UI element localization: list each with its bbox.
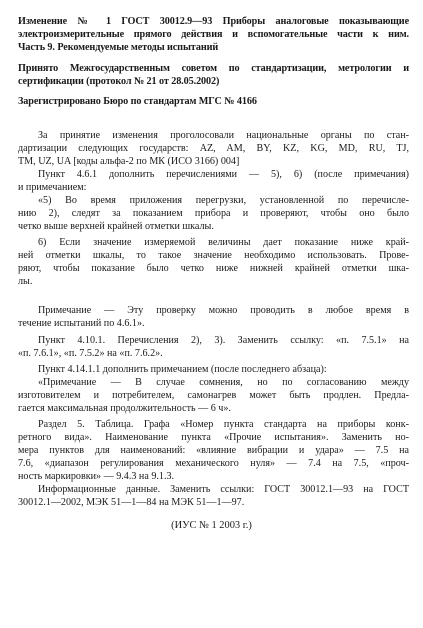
body-line: Пункт 4.14.1.1 дополнить примечанием (после последнего абзаца): — [38, 364, 327, 375]
body-line: За принятие изменения проголосовали национальные органы по стан- — [38, 130, 409, 141]
body-line: Пункт 4.6.1 дополнить перечислениями — 5), 6) (после примечания) — [38, 169, 409, 180]
adopted-line-2: сертификации (протокол № 21 от 28.05.2002) — [18, 76, 220, 87]
body-line: ряют, чтобы показание было четко ниже нижней крайней отметки шка- — [18, 263, 409, 274]
body-line: лы. — [18, 276, 33, 287]
body-line: Раздел 5. Таблица. Графа «Номер пункта стандарта на приборы конк- — [38, 419, 409, 430]
body-line: гается максимальная продолжительность — 6 ч». — [18, 403, 231, 414]
body-line: и примечанием: — [18, 182, 87, 193]
body-line: 6) Если значение измеряемой величины дает показание ниже край- — [38, 237, 409, 248]
body-line: «5) Во время приложения перегрузки, установленной по перечисле- — [38, 195, 409, 206]
body-line: мера пунктов для наименований: «влияние вибрации и удара» — 7.5 на — [18, 445, 409, 456]
adopted-line-1: Принято Межгосударственным советом по стандартизации, метрологии и — [18, 63, 409, 74]
body-line: Пункт 4.10.1. Перечисления 2), 3). Заменить ссылку: «п. 7.5.1» на — [38, 335, 409, 346]
body-line: «Примечание — В случае сомнения, но по согласованию между — [38, 377, 409, 388]
body-line: ней отметки шкалы, то такое значение необходимо использовать. Прове- — [18, 250, 409, 261]
registered-line: Зарегистрировано Бюро по стандартам МГС № 4166 — [18, 96, 257, 107]
body-line: TM, UZ, UA [коды альфа-2 по МК (ИСО 3166) 004] — [18, 156, 240, 167]
body-line: ретного вида». Наименование пункта «Прочие испытания». Заменить но- — [18, 432, 409, 443]
body-line: Информационные данные. Заменить ссылки: ГОСТ 30012.1—93 на ГОСТ — [38, 484, 409, 495]
note-line: течение испытаний по 4.6.1». — [18, 318, 145, 329]
body-line: 7.6, «диапазон регулирования механического нуля» — 7.4 на 7.5, «проч- — [18, 458, 409, 469]
body-line: четко выше верхней крайней отметки шкалы. — [18, 221, 214, 232]
body-line: изготовителем и потребителем, самонагрев может быть продлен. Предла- — [18, 390, 409, 401]
note-line: Примечание — Эту проверку можно проводить в любое время в — [38, 305, 409, 316]
title-line-1: Изменение № 1 ГОСТ 30012.9—93 Приборы аналоговые показывающие — [18, 16, 409, 27]
body-line: ность маркировки» — 9.4.3 на 9.1.3. — [18, 471, 175, 482]
body-line: нию 2), следят за показанием прибора и проверяют, чтобы оно было — [18, 208, 409, 219]
body-line: «п. 7.6.1», «п. 7.5.2» на «п. 7.6.2». — [18, 348, 163, 359]
title-line-2: электроизмерительные прямого действия и вспомогательные части к ним. — [18, 29, 409, 40]
title-line-3: Часть 9. Рекомендуемые методы испытаний — [18, 42, 219, 53]
body-line: дартизации следующих государств: AZ, AM, BY, KZ, KG, MD, RU, TJ, — [18, 143, 409, 154]
publication-footer: (ИУС № 1 2003 г.) — [171, 520, 252, 531]
body-line: 30012.1—2002, МЭК 51—1—84 на МЭК 51—1—97. — [18, 497, 245, 508]
